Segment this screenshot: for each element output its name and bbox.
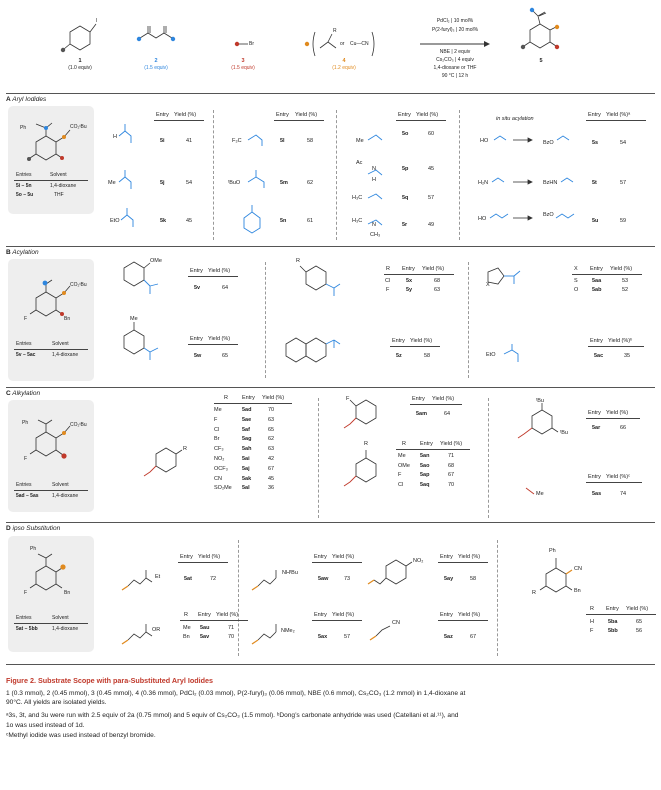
a-row1-entries: 5i – 5n [16, 183, 32, 189]
c-para-r-label: R [183, 446, 187, 452]
c-meta-row-3-col-2: 70 [448, 481, 455, 488]
d-5az-entry: 5az [444, 634, 453, 640]
c-meta-row-2-col-0: F [398, 472, 402, 478]
c-meta-row-1-col-0: OMe [398, 462, 410, 469]
a-5m-label: ᵗBuO [228, 180, 241, 186]
a-5o-yield: 60 [428, 131, 435, 137]
c-row1-entries: 5ad – 5as [16, 493, 39, 499]
b-5ab-entry: 5ab [592, 287, 602, 293]
d-5at-yield: 72 [210, 576, 217, 582]
b-5z-yield: 58 [424, 353, 431, 359]
c-5ar-entry: 5ar [592, 425, 601, 431]
d-5ay-entry-h: Entry [440, 554, 453, 560]
a-5l-entry: 5l [280, 138, 285, 144]
c-meta-row-0-col-1: 5an [420, 453, 430, 459]
a-5u-entry: 5u [592, 218, 599, 224]
a-5l-label: F₃C [232, 138, 242, 144]
c-5ar-entry-h: Entry [588, 410, 601, 416]
d-5ax-entry-h: Entry [314, 612, 327, 618]
compound-4-equiv: (1.2 equiv) [332, 65, 356, 71]
b-5w-yield: 65 [222, 353, 229, 359]
d-5ay-entry: 5ay [444, 576, 454, 582]
d-row1-entries: 5at – 5bb [16, 626, 38, 632]
a-5r-entry: 5r [402, 222, 408, 228]
b-me-label: Me [130, 316, 138, 322]
a-5k-label: EtO [110, 218, 120, 224]
d-ba-yield-h: Yield (%) [626, 606, 649, 612]
c-para-row-4-col-1: 5ah [242, 446, 252, 453]
caption-line-4: 1o was used instead of 1d. [6, 722, 85, 729]
c-meta-row-2-col-2: 67 [448, 472, 455, 478]
c-para-row-0-col-0: Me [214, 407, 222, 413]
b-5ab-yield: 52 [622, 287, 629, 293]
c-5ar-yield-h: Yield (%) [606, 410, 629, 416]
condition-base: Cs₂CO₃ | 4 equiv [436, 57, 474, 63]
b-5ac-entry: 5ac [594, 353, 604, 359]
d-r-label: R [532, 590, 536, 596]
c-tbu1-label: ᵗBu [536, 398, 544, 404]
d-ba-entry-h: Entry [606, 606, 619, 612]
b-solvent-header: Solvent [52, 341, 69, 347]
d-no2-label: NO₂ [413, 558, 424, 564]
d-5ax-yield-h: Yield (%) [332, 612, 355, 618]
b-5z-entry: 5z [396, 353, 402, 359]
section-b-title: B Acylation [6, 249, 39, 256]
b-5aa-x-h: X [574, 266, 578, 272]
b-5y-entry: 5y [406, 287, 413, 293]
d-5av-yield: 70 [228, 634, 235, 640]
condition-nbe: NBE | 2 equiv [439, 49, 471, 55]
or-label: or [340, 41, 345, 47]
d-core-bn: Bn [64, 590, 71, 596]
a-5j-label: Me [108, 180, 116, 186]
d-5ba-yield: 65 [636, 619, 643, 625]
b-5aa-entry-h: Entry [590, 266, 603, 272]
c-para-row-2-col-2: 65 [268, 426, 275, 433]
a-5n-yield: 61 [307, 218, 314, 224]
a-5u-left: HO [478, 216, 487, 222]
c-solvent-header: Solvent [52, 482, 69, 488]
d-ph-label: Ph [549, 548, 556, 554]
a-5o-entry: 5o [402, 131, 409, 137]
a-solvent-header: Solvent [50, 172, 67, 178]
compound-2-number: 2 [154, 58, 158, 64]
compound-1-number: 1 [78, 58, 82, 64]
b-5x-yield-h: Yield (%) [422, 266, 445, 272]
d-5au-entry: 5au [200, 625, 210, 631]
a-5k-entry: 5k [160, 218, 167, 224]
b-5z-entry-h: Entry [392, 338, 405, 344]
c-para-row-0-col-2: 70 [268, 407, 275, 413]
c-para-row-5-col-1: 5ai [242, 456, 250, 462]
d-5az-entry-h: Entry [440, 612, 453, 618]
c-core-f: F [24, 456, 28, 462]
condition-ligand: P(2-furyl)₃ | 20 mol% [431, 27, 479, 33]
b-core-f: F [24, 316, 28, 322]
c-meta-r-label: R [364, 441, 368, 447]
section-a-title: A Aryl Iodides [6, 96, 47, 103]
b-5ab-x: O [574, 287, 579, 293]
c-meta-row-1-col-2: 68 [448, 462, 455, 469]
c-para-row-7-col-0: CN [214, 475, 222, 482]
c-5am-entry: 5am [416, 411, 428, 417]
b-ome-label: OMe [150, 258, 162, 264]
condition-temp: 90 °C | 12 h [441, 73, 469, 79]
cucn-label: Cu—CN [350, 41, 369, 47]
c-para-yield-h: Yield (%) [262, 395, 285, 401]
b-5x-entry-h: Entry [402, 266, 415, 272]
c-5as-entry-h: Entry [588, 474, 601, 480]
d-core-f: F [24, 590, 28, 596]
c-para-row-6-col-2: 67 [268, 465, 275, 472]
c-entries-header: Entries [16, 482, 32, 488]
a-col3-entry-h: Entry [398, 112, 411, 118]
c-para-row-5-col-2: 42 [268, 456, 275, 462]
c-para-row-1-col-2: 63 [268, 416, 275, 423]
b-5x-yield: 68 [434, 278, 441, 284]
d-5au-r: Me [183, 625, 191, 631]
a-5r-label: H₃C [352, 218, 363, 224]
c-meta-row-1-col-1: 5ao [420, 462, 430, 469]
product-number: 5 [539, 58, 543, 64]
a-5l-yield: 58 [307, 138, 314, 144]
a-col1-yield-h: Yield (%) [174, 112, 197, 118]
c-para-entry-h: Entry [242, 395, 255, 401]
b-5y-yield: 63 [434, 287, 441, 293]
c-meta-entry-h: Entry [420, 441, 433, 447]
d-5az-yield-h: Yield (%) [458, 612, 481, 618]
d-5at-entry-h: Entry [180, 554, 193, 560]
b-5x-entry: 5x [406, 278, 413, 284]
d-5aw-entry-h: Entry [314, 554, 327, 560]
d-nme2-label: NMe₂ [281, 628, 295, 634]
caption-line-3: ᵃ3s, 3t, and 3u were run with 2.5 equiv of 2a (0.75 mmol) and 5 equiv of Cs₂CO₃ (1.5 mmol). ᵇDong’s carbonate anhydride was used (Catellani et al.¹¹), and [6, 712, 459, 719]
bromo-label: Br [249, 41, 254, 47]
a-col2-yield-h: Yield (%) [295, 112, 318, 118]
a-5u-right: BzO [543, 212, 554, 218]
a-5r-yield: 49 [428, 222, 435, 228]
a-5p-entry: 5p [402, 166, 409, 172]
a-5s-right: BzO [543, 140, 554, 146]
a-entries-header: Entries [16, 172, 32, 178]
a-5j-entry: 5j [160, 180, 165, 186]
figure-caption-title: Figure 2. Substrate Scope with para-Substituted Aryl Iodides [6, 676, 214, 685]
section-c-title: C Alkylation [6, 390, 41, 397]
d-au-yield-h: Yield (%) [216, 612, 239, 618]
d-5ba-entry: 5ba [608, 619, 618, 625]
d-5av-entry: 5av [200, 634, 210, 640]
a-5p-n: N [372, 166, 376, 172]
c-para-row-1-col-0: F [214, 416, 218, 423]
a-5t-yield: 57 [620, 180, 627, 186]
caption-line-2: 90°C. All yields are isolated yields. [6, 699, 107, 706]
c-meta-yield-h: Yield (%) [440, 441, 463, 447]
a-col4-entry-h: Entry [588, 112, 601, 118]
a-row2-solvent: THF [54, 192, 64, 198]
b-5aa-yield-h: Yield (%) [610, 266, 633, 272]
b-5z-yield-h: Yield (%) [410, 338, 433, 344]
a-5s-left: HO [480, 138, 489, 144]
condition-catalyst: PdCl₂ | 10 mol% [436, 18, 474, 24]
c-para-row-2-col-0: Cl [214, 426, 220, 433]
d-5at-yield-h: Yield (%) [198, 554, 221, 560]
b-5v-entry-h: Entry [190, 268, 203, 274]
d-au-entry-h: Entry [198, 612, 211, 618]
d-5at-entry: 5at [184, 576, 192, 582]
b-entries-header: Entries [16, 341, 32, 347]
c-para-row-2-col-1: 5af [242, 426, 250, 433]
d-et-label: Et [155, 574, 161, 580]
compound-2-equiv: (1.5 equiv) [144, 65, 168, 71]
d-5bb-r: F [590, 628, 594, 634]
d-5bb-yield: 56 [636, 628, 643, 634]
a-5q-yield: 57 [428, 195, 435, 201]
d-core-ph: Ph [30, 546, 37, 552]
d-cn-top-label: CN [574, 566, 582, 572]
b-eto-label: EtO [486, 352, 496, 358]
caption-line-1: 1 (0.3 mmol), 2 (0.45 mmol), 3 (0.45 mmol), 4 (0.36 mmol), PdCl₂ (0.03 mmol), P(2-furyl)₃ (0.06 mmol), NBE (0.6 mmol), Cs₂CO₃ (1.2 mmol) in 1,4-dioxane at [6, 690, 466, 697]
d-5aw-yield: 73 [344, 576, 351, 582]
d-row1-solvent: 1,4-dioxane [52, 626, 79, 632]
a-5j-yield: 54 [186, 180, 193, 186]
c-core-co2tbu: CO₂ᵗBu [70, 422, 87, 428]
c-5am-yield-h: Yield (%) [432, 396, 455, 402]
a-5t-entry: 5t [592, 180, 597, 186]
c-5as-yield: 74 [620, 491, 627, 497]
d-5av-r: Bn [183, 634, 190, 640]
c-para-row-3-col-1: 5ag [242, 436, 252, 443]
c-meta-row-0-col-2: 71 [448, 453, 455, 459]
b-5aa-yield: 53 [622, 278, 629, 284]
b-5x-r: Cl [385, 278, 391, 284]
compound-4-number: 4 [342, 58, 346, 64]
c-para-row-8-col-1: 5al [242, 485, 250, 492]
c-me-label: Me [536, 491, 544, 497]
d-5ax-entry: 5ax [318, 634, 328, 640]
c-meta-row-3-col-0: Cl [398, 481, 404, 488]
d-5ay-yield: 58 [470, 576, 477, 582]
a-5i-label: H [113, 134, 117, 140]
c-para-row-3-col-0: Br [214, 436, 220, 443]
d-nhtbu-label: NHᵗBu [282, 570, 298, 576]
a-5k-yield: 45 [186, 218, 193, 224]
d-au-r-h: R [184, 612, 188, 618]
c-para-row-3-col-2: 62 [268, 436, 275, 443]
c-5as-yield-h: Yield (%)ᶜ [606, 474, 631, 480]
a-col1-entry-h: Entry [156, 112, 169, 118]
a-5s-entry: 5s [592, 140, 599, 146]
c-para-row-7-col-2: 45 [268, 475, 275, 482]
a-5r-n: N [372, 222, 376, 228]
c-5ar-yield: 66 [620, 425, 627, 431]
d-ba-r-h: R [590, 606, 594, 612]
c-para-row-7-col-1: 5ak [242, 475, 252, 482]
a-row1-solvent: 1,4-dioxane [50, 183, 77, 189]
a-5p-label: Ac [356, 160, 363, 166]
divider-caption [6, 664, 655, 665]
c-meta-r-h: R [402, 441, 406, 447]
a-5o-label: Me [356, 138, 364, 144]
c-para-row-8-col-2: 36 [268, 485, 275, 492]
d-solvent-header: Solvent [52, 615, 69, 621]
a-col4-yield-h: Yield (%)ᵃ [606, 112, 631, 118]
c-para-row-5-col-0: NO₂ [214, 456, 225, 462]
c-para-row-8-col-0: SO₂Me [214, 485, 232, 492]
d-5aw-entry: 5aw [318, 576, 329, 582]
d-or-label: OR [152, 627, 161, 633]
compound-1-equiv: (1.0 equiv) [68, 65, 92, 71]
a-col2-entry-h: Entry [276, 112, 289, 118]
c-para-row-0-col-1: 5ad [242, 407, 252, 413]
a-5i-yield: 41 [186, 138, 193, 144]
section-d-title: D ipso Substitution [6, 525, 61, 532]
d-5az-yield: 67 [470, 634, 477, 640]
b-5v-entry: 5v [194, 285, 201, 291]
d-5ba-r: H [590, 619, 594, 625]
d-cn-label: CN [392, 620, 400, 626]
d-entries-header: Entries [16, 615, 32, 621]
b-5w-yield-h: Yield (%) [208, 336, 231, 342]
d-5ax-yield: 57 [344, 634, 351, 640]
r-label: R [333, 28, 337, 34]
a-5p-h: H [372, 177, 376, 183]
c-meta-row-3-col-1: 5aq [420, 481, 430, 488]
d-5au-yield: 71 [228, 625, 235, 631]
b-5w-entry: 5w [194, 353, 202, 359]
condition-solvent: 1,4-dioxane or THF [433, 65, 477, 71]
d-5ay-yield-h: Yield (%) [458, 554, 481, 560]
c-meta-row-2-col-1: 5ap [420, 472, 430, 478]
c-f-label: F [346, 396, 350, 402]
c-para-row-4-col-0: CF₃ [214, 446, 224, 453]
c-tbu2-label: ᵗBu [560, 430, 568, 436]
a-5n-entry: 5n [280, 218, 287, 224]
a-5i-entry: 5i [160, 138, 165, 144]
c-para-row-6-col-1: 5aj [242, 465, 250, 472]
b-5v-yield: 64 [222, 285, 229, 291]
c-core-ph: Ph [22, 420, 29, 426]
c-5am-yield: 64 [444, 411, 451, 417]
iodo-label: I [96, 18, 98, 24]
a-col3-yield-h: Yield (%) [416, 112, 439, 118]
a-5t-right: BzHN [543, 180, 558, 186]
b-x-label: X [486, 282, 490, 288]
b-5aa-entry: 5aa [592, 278, 602, 284]
c-row1-solvent: 1,4-dioxane [52, 493, 79, 499]
c-5am-entry-h: Entry [412, 396, 425, 402]
b-5ac-yield-h: Yield (%)ᵇ [608, 338, 633, 344]
b-5aa-x: S [574, 278, 578, 284]
a-5q-label: H₃C [352, 195, 363, 201]
a-5q-entry: 5q [402, 195, 409, 201]
b-5x-r-h: R [386, 266, 390, 272]
a-5p-yield: 45 [428, 166, 435, 172]
b-5ac-entry-h: Entry [590, 338, 603, 344]
b-row1-entries: 5v – 5ac [16, 352, 36, 358]
b-row1-solvent: 1,4-dioxane [52, 352, 79, 358]
a-5r-ch3: CH₃ [370, 232, 381, 238]
c-5as-entry: 5as [592, 491, 602, 497]
compound-3-number: 3 [241, 58, 245, 64]
a-insitu-label: in situ acylation [496, 116, 534, 122]
b-core-bn: Bn [64, 316, 71, 322]
c-meta-row-0-col-0: Me [398, 453, 406, 459]
b-r-label: R [296, 258, 300, 264]
a-5t-left: H₂N [478, 180, 489, 186]
b-core-co2tbu: CO₂ᵗBu [70, 282, 87, 288]
a-row2-entries: 5o – 5u [16, 192, 34, 198]
c-para-r-h: R [224, 395, 228, 401]
d-5bb-entry: 5bb [608, 628, 618, 634]
b-5ac-yield: 35 [624, 353, 631, 359]
a-core-co2tbu: CO₂ᵗBu [70, 124, 87, 130]
d-5aw-yield-h: Yield (%) [332, 554, 355, 560]
a-5m-entry: 5m [280, 180, 288, 186]
a-5s-yield: 54 [620, 140, 627, 146]
a-5m-yield: 62 [307, 180, 314, 186]
b-5y-r: F [386, 287, 390, 293]
b-5v-yield-h: Yield (%) [208, 268, 231, 274]
caption-line-5: ᶜMethyl iodide was used instead of benzyl bromide. [6, 732, 156, 739]
c-para-row-6-col-0: OCF₃ [214, 465, 228, 472]
b-5w-entry-h: Entry [190, 336, 203, 342]
c-para-row-4-col-2: 63 [268, 446, 275, 453]
a-5u-yield: 59 [620, 218, 627, 224]
c-para-row-1-col-1: 5ae [242, 416, 252, 423]
d-bn-label: Bn [574, 588, 581, 594]
compound-3-equiv: (1.5 equiv) [231, 65, 255, 71]
a-core-ph: Ph [20, 125, 27, 131]
